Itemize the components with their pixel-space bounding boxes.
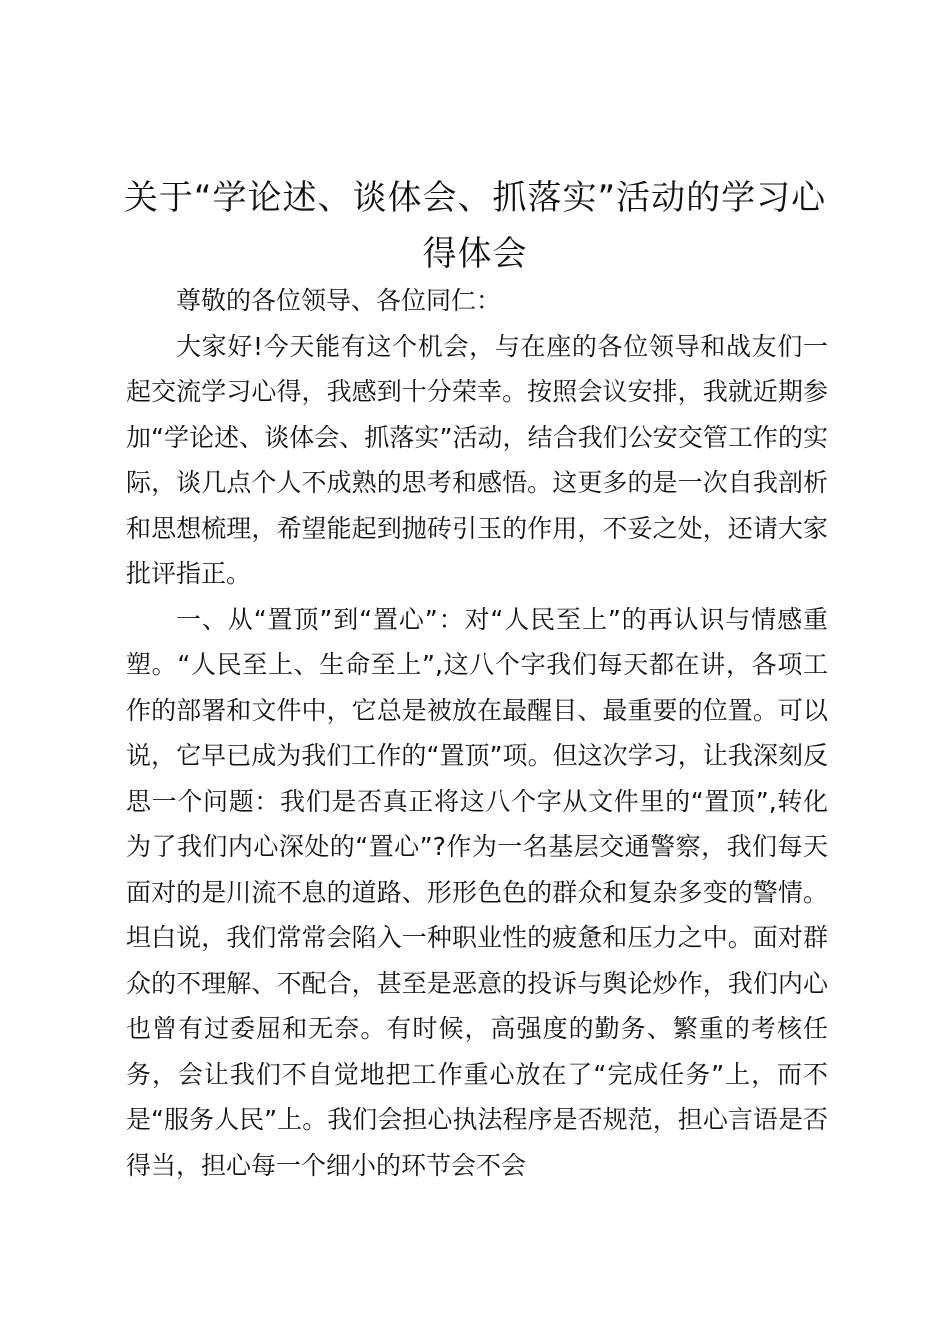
- document-body: [126, 278, 828, 1188]
- document-title: 关于“学论述、谈体会、抓落实”活动的学习心得体会: [123, 178, 827, 274]
- paragraph-intro: 大家好!今天能有这个机会，与在座的各位领导和战友们一起交流学习心得，我感到十分荣幸。按照会议安排，我就近期参加“学论述、谈体会、抓落实”活动，结合我们公安交管工作的实际，谈几点个人不成熟的思考和感悟。这更多的是一次自我剖析和思想梳理，希望能起到抛砖引玉的作用，不妥之处，还请大家批评指正。: [126, 331, 828, 588]
- paragraph-section-one: 一、从“置顶”到“置心”：对“人民至上”的再认识与情感重塑。“人民至上、生命至上”,这八个字我们每天都在讲，各项工作的部署和文件中，它总是被放在最醒目、最重要的位置。可以说，它早已成为我们工作的“置顶”项。但这次学习，让我深刻反思一个问题：我们是否真正将这八个字从文件里的“置顶”,转化为了我们内心深处的“置心”?作为一名基层交通警察，我们每天面对的是川流不息的道路、形形色色的群众和复杂多变的警情。坦白说，我们常常会陷入一种职业性的疲惫和压力之中。面对群众的不理解、不配合，甚至是恶意的投诉与舆论炒作，我们内心也曾有过委屈和无奈。有时候，高强度的勤务、繁重的考核任务，会让我们不自觉地把工作重心放在了“完成任务”上，而不是“服务人民”上。我们会担心执法程序是否规范，担心言语是否得当，担心每一个细小的环节会不会: [126, 604, 828, 1180]
- salutation: 尊敬的各位领导、各位同仁：: [176, 286, 502, 315]
